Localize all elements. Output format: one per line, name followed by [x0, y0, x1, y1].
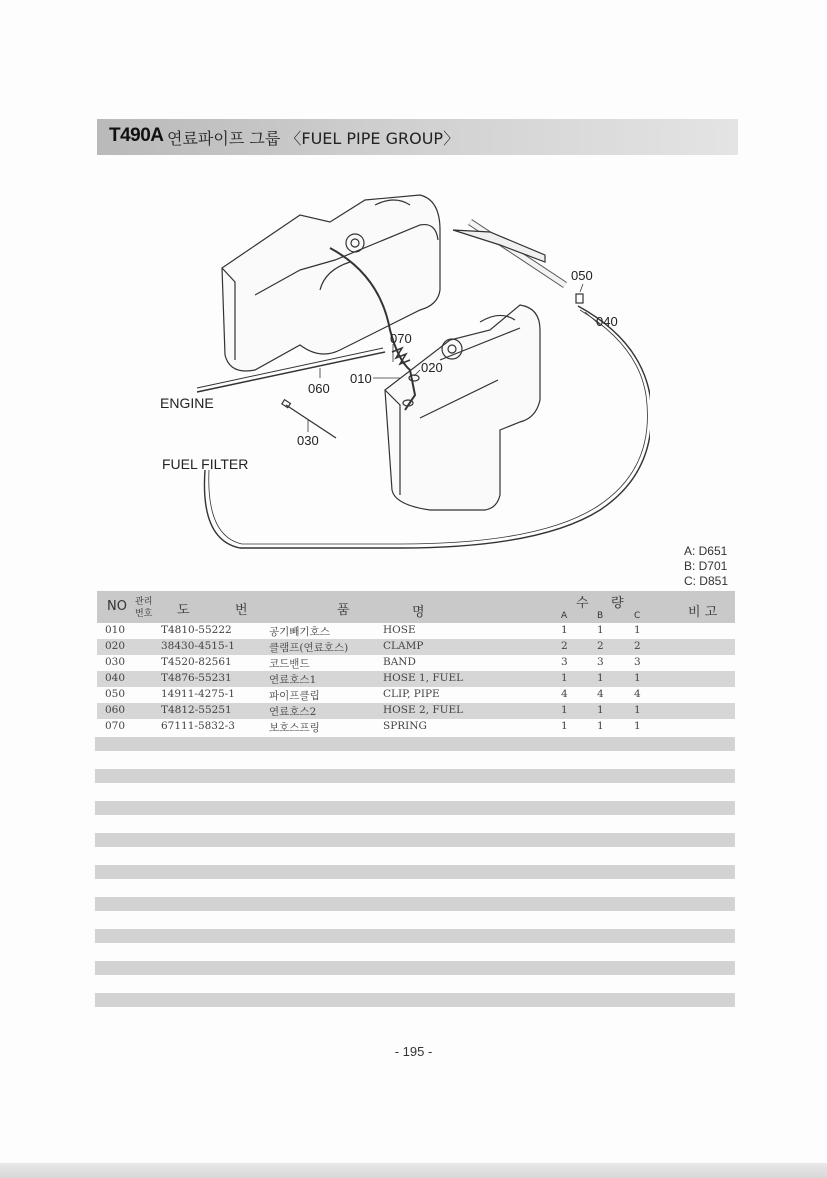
label-part-050: 050 — [571, 268, 593, 283]
row-no: 070 — [105, 720, 126, 732]
header-mgmt-2: 번호 — [135, 609, 153, 619]
row-korean-name: 연료호스2 — [269, 706, 317, 718]
empty-table-row — [95, 833, 735, 847]
empty-table-row — [95, 929, 735, 943]
row-english-name: CLIP, PIPE — [383, 688, 440, 700]
section-title-bar — [97, 119, 738, 155]
row-no: 020 — [105, 640, 126, 652]
row-qty-a: 1 — [561, 720, 568, 732]
label-part-010: 010 — [350, 371, 372, 386]
header-remarks: 비 고 — [688, 605, 718, 620]
row-part-number: 14911-4275-1 — [161, 688, 235, 700]
row-qty-b: 1 — [597, 672, 604, 684]
label-part-040: 040 — [596, 314, 618, 329]
header-name-2: 명 — [412, 605, 425, 620]
header-qty-c: C — [634, 611, 641, 621]
header-name-1: 품 — [337, 603, 350, 618]
header-qty-a: A — [561, 611, 568, 621]
row-qty-b: 2 — [597, 640, 604, 652]
row-no: 030 — [105, 656, 126, 668]
row-qty-a: 1 — [561, 704, 568, 716]
empty-table-row — [95, 865, 735, 879]
label-part-020: 020 — [421, 360, 443, 375]
row-english-name: CLAMP — [383, 640, 424, 652]
table-row — [97, 719, 735, 735]
row-qty-c: 1 — [634, 672, 641, 684]
row-no: 010 — [105, 624, 126, 636]
row-korean-name: 코드밴드 — [269, 658, 310, 670]
row-qty-c: 4 — [634, 688, 641, 700]
row-part-number: T4812-55251 — [161, 704, 232, 716]
table-row — [97, 687, 735, 703]
label-fuel-filter: FUEL FILTER — [162, 456, 249, 472]
row-qty-b: 1 — [597, 720, 604, 732]
row-korean-name: 공기빼기호스 — [269, 626, 330, 638]
header-drawing-1: 도 — [177, 603, 190, 618]
row-qty-b: 3 — [597, 656, 604, 668]
row-part-number: T4810-55222 — [161, 624, 232, 636]
header-no: NO — [107, 599, 127, 614]
row-no: 050 — [105, 688, 126, 700]
table-row — [97, 703, 735, 719]
label-part-070: 070 — [390, 331, 412, 346]
row-qty-c: 1 — [634, 704, 641, 716]
table-row — [97, 655, 735, 671]
row-korean-name: 파이프클립 — [269, 690, 320, 702]
row-qty-c: 1 — [634, 624, 641, 636]
table-row — [97, 623, 735, 639]
row-part-number: 67111-5832-3 — [161, 720, 235, 732]
row-no: 040 — [105, 672, 126, 684]
row-part-number: T4876-55231 — [161, 672, 232, 684]
table-row — [97, 639, 735, 655]
page-number: - 195 - — [394, 1044, 433, 1059]
row-korean-name: 연료호스1 — [269, 674, 317, 686]
row-qty-a: 1 — [561, 624, 568, 636]
header-qty-2: 량 — [611, 596, 624, 611]
table-row — [97, 671, 735, 687]
empty-table-row — [95, 993, 735, 1007]
model-legend — [684, 544, 728, 589]
row-no: 060 — [105, 704, 126, 716]
row-qty-a: 1 — [561, 672, 568, 684]
row-part-number: T4520-82561 — [161, 656, 232, 668]
header-qty-b: B — [597, 611, 604, 621]
row-english-name: BAND — [383, 656, 416, 668]
model-a: A: D651 — [683, 544, 728, 558]
fuel-pipe-diagram — [150, 185, 650, 555]
label-engine: ENGINE — [160, 395, 214, 411]
label-part-060: 060 — [308, 381, 330, 396]
row-qty-a: 3 — [561, 656, 568, 668]
model-c: C: D851 — [683, 574, 728, 588]
empty-table-row — [95, 801, 735, 815]
header-mgmt: 관리 — [135, 597, 153, 607]
row-part-number: 38430-4515-1 — [161, 640, 235, 652]
parts-table-body — [97, 623, 735, 735]
section-title: 연료파이프 그룹 〈FUEL PIPE GROUP〉 — [167, 129, 460, 148]
row-english-name: HOSE 1, FUEL — [383, 672, 464, 684]
model-b: B: D701 — [683, 559, 728, 573]
parts-table-header — [97, 591, 735, 623]
row-qty-a: 4 — [561, 688, 568, 700]
row-qty-b: 1 — [597, 704, 604, 716]
row-qty-b: 1 — [597, 624, 604, 636]
empty-table-row — [95, 897, 735, 911]
row-qty-c: 2 — [634, 640, 641, 652]
row-qty-c: 3 — [634, 656, 641, 668]
row-korean-name: 보호스프링 — [269, 722, 320, 734]
header-drawing-2: 번 — [235, 603, 248, 618]
row-english-name: SPRING — [383, 720, 427, 732]
row-korean-name: 클램프(연료호스) — [269, 642, 349, 654]
empty-table-row — [95, 769, 735, 783]
section-code: T490A — [109, 125, 164, 146]
row-english-name: HOSE 2, FUEL — [383, 704, 464, 716]
row-qty-c: 1 — [634, 720, 641, 732]
empty-table-row — [95, 961, 735, 975]
empty-table-row — [95, 737, 735, 751]
header-qty-1: 수 — [576, 596, 589, 611]
page-bottom-edge — [0, 1163, 827, 1178]
row-english-name: HOSE — [383, 624, 416, 636]
row-qty-b: 4 — [597, 688, 604, 700]
label-part-030: 030 — [297, 433, 319, 448]
row-qty-a: 2 — [561, 640, 568, 652]
